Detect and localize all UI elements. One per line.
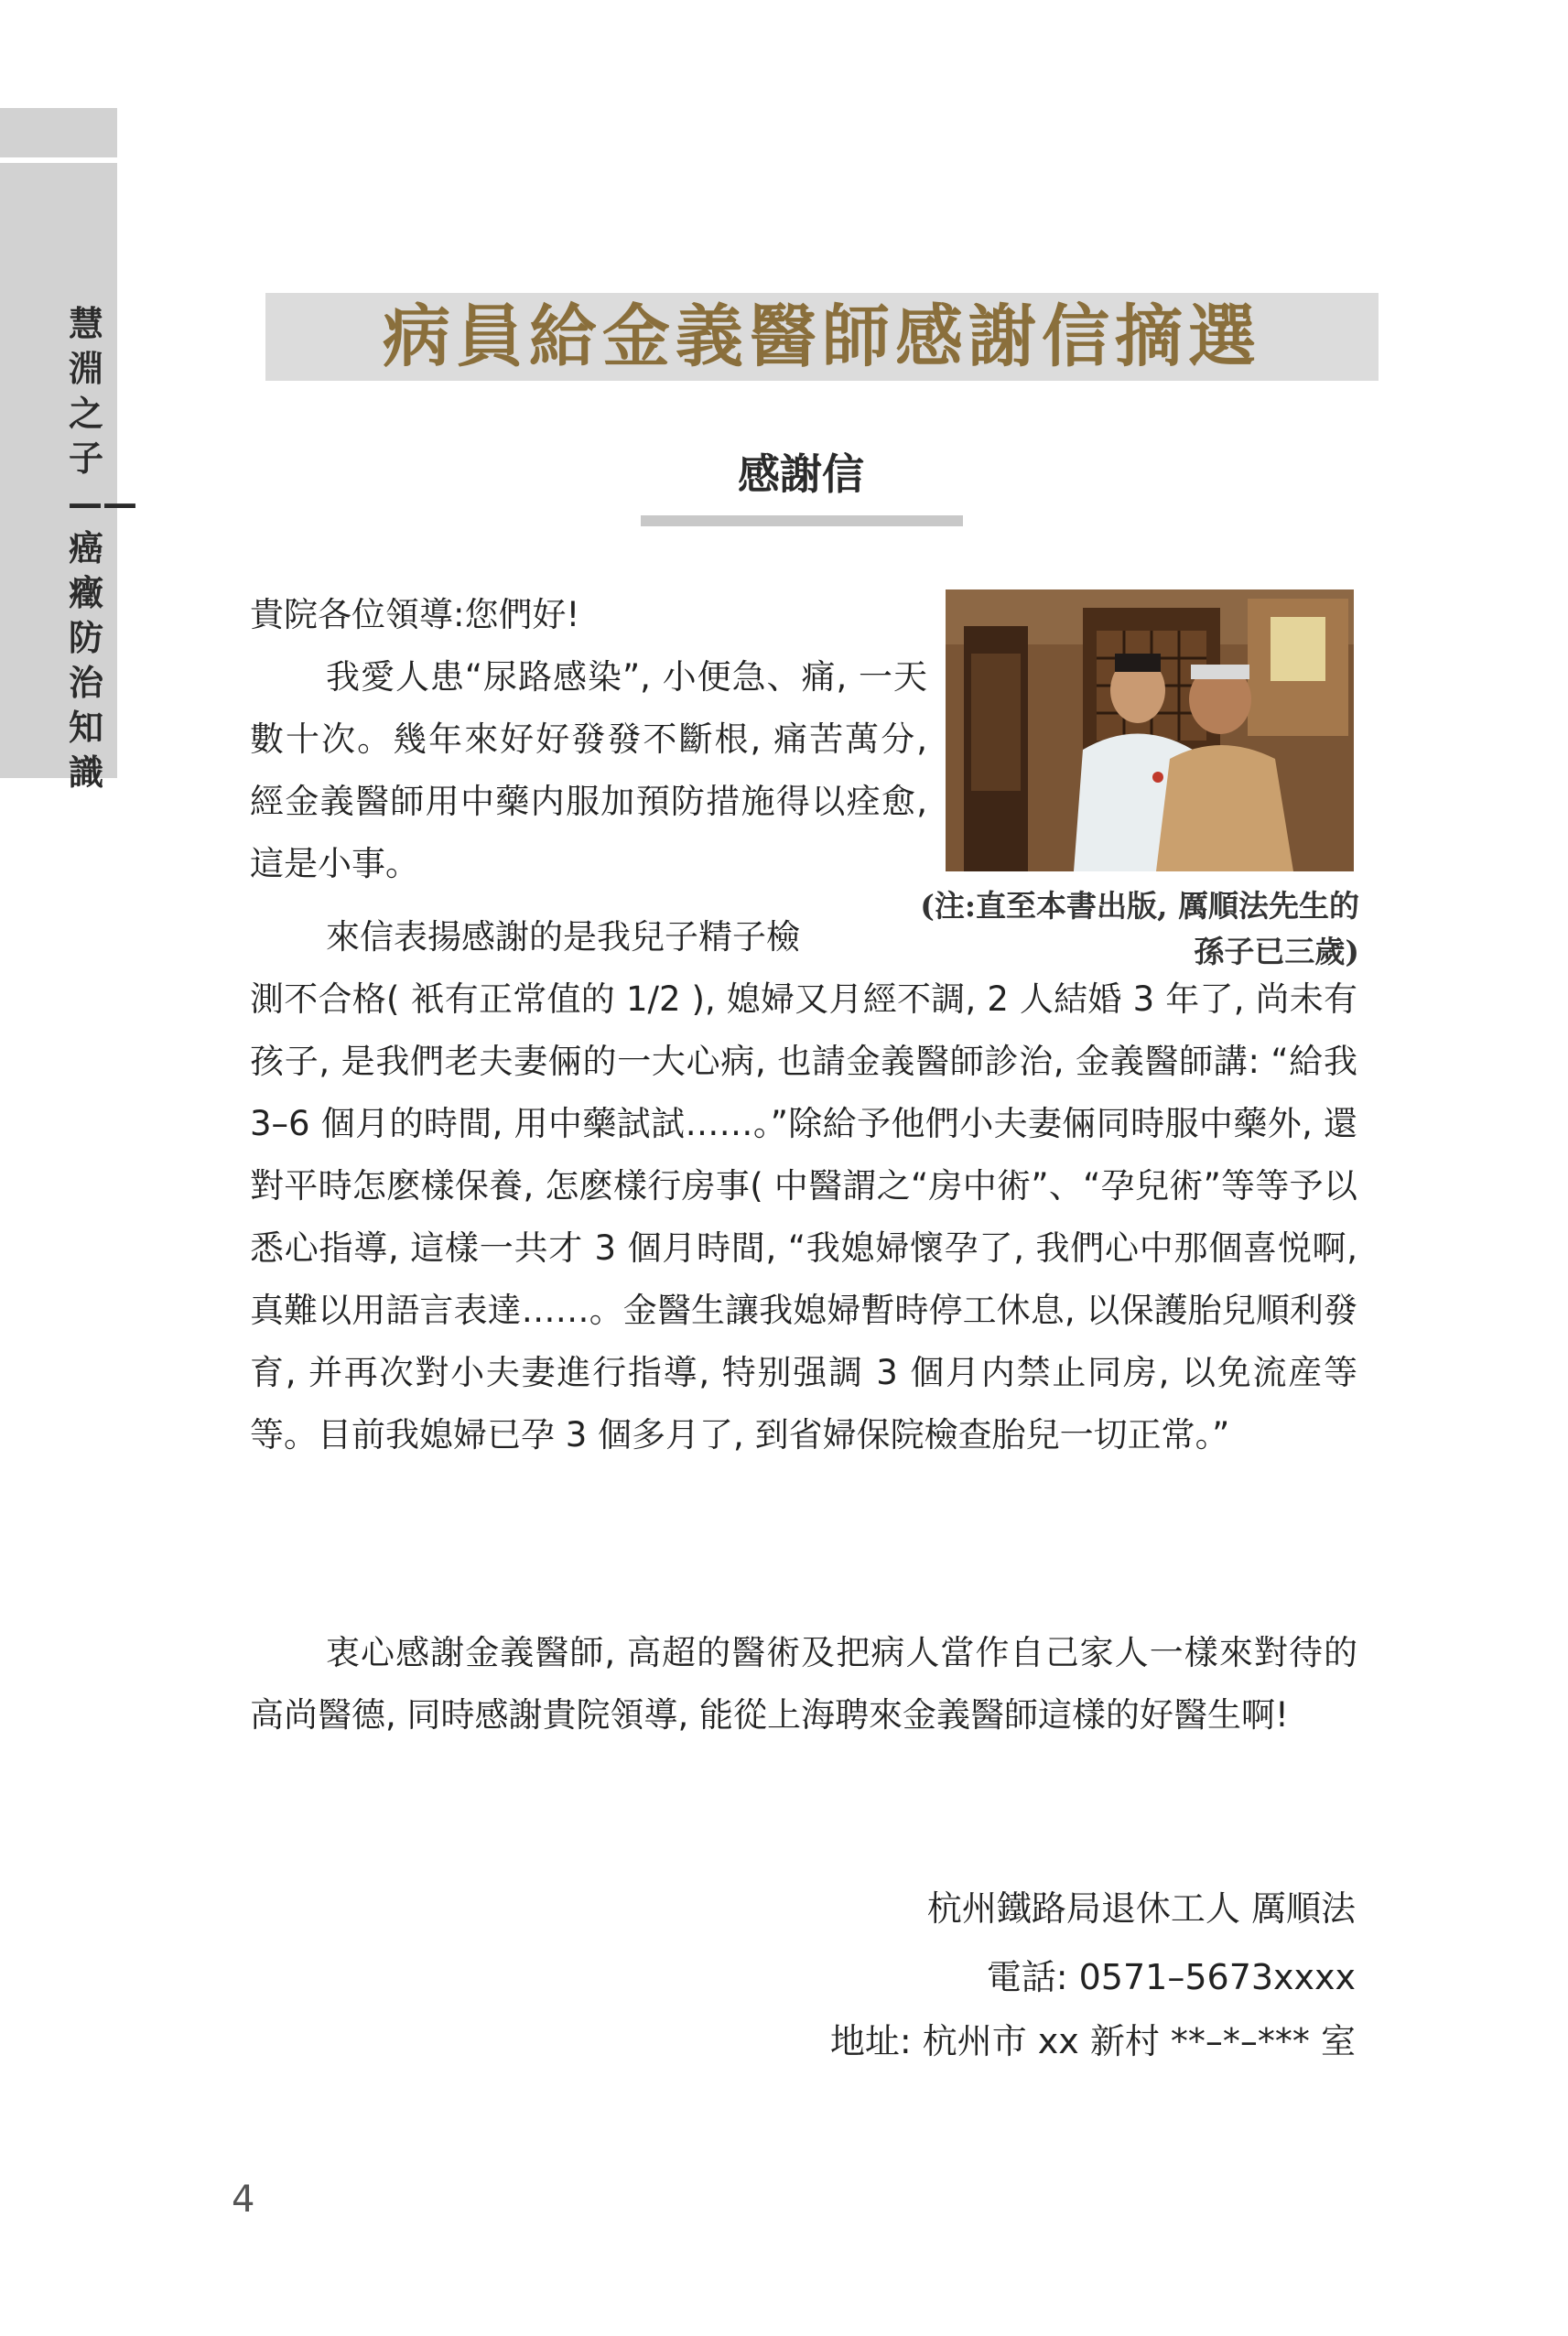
side-tab-cap bbox=[0, 108, 117, 157]
signature-address: 地址: 杭州市 xx 新村 **–*–*** 室 bbox=[829, 2021, 1356, 2061]
page-number: 4 bbox=[232, 2179, 255, 2221]
paragraph-2-rest: 測不合格( 衹有正常值的 1/2 ), 媳婦又月經不調, 2 人結婚 3 年了, 尚未有孩子, 是我們老夫妻倆的一大心病, 也請金義醫師診治, 金義醫師講: “給我 3–6 個月的時間, 用中藥試試……。”除給予他們小夫妻倆同時服中藥外, 還對平時怎麽樣保養, 怎麽樣行房事( 中醫謂之“房中術”、“孕兒術”等等予以悉心指導, 這樣一共才 3 個月時間, “我媳婦懷孕了, 我們心中那個喜悦啊, 真難以用語言表達……。金醫生讓我媳婦暫時停工休息, 以保護胎兒順利發育, 并再次對小夫妻進行指導, 特别强調 3 個月内禁止同房, 以免流産等等。目前我媳婦已孕 3 個多月了, 到省婦保院檢查胎兒一切正常。” bbox=[250, 979, 1357, 1455]
signature-name: 杭州鐵路局退休工人 厲順法 bbox=[926, 1888, 1356, 1929]
photo-illustration bbox=[946, 589, 1354, 871]
letter-heading: 感謝信 bbox=[738, 449, 864, 499]
side-tab-label: 慧淵之子——癌癥防治知識 bbox=[68, 304, 137, 793]
signature-phone: 電話: 0571–5673xxxx bbox=[986, 1957, 1356, 1997]
paragraph-2 bbox=[250, 906, 1357, 1466]
paragraph-2-lead: 來信表揚感謝的是我兒子精子檢 bbox=[326, 917, 800, 957]
paragraph-1: 我愛人患“尿路感染”, 小便急、痛, 一天數十次。幾年來好好發發不斷根, 痛苦萬分, 經金義醫師用中藥内服加預防措施得以痊愈, 這是小事。 bbox=[250, 657, 927, 883]
paragraph-3: 衷心感謝金義醫師, 高超的醫術及把病人當作自己家人一樣來對待的高尚醫德, 同時感謝貴院領導, 能從上海聘來金義醫師這樣的好醫生啊! bbox=[250, 1633, 1357, 1735]
heading-rule bbox=[641, 515, 963, 526]
page-title: 病員給金義醫師感謝信摘選 bbox=[383, 297, 1261, 376]
photo-doctor-and-patient bbox=[946, 589, 1354, 871]
photo-caption: (注:直至本書出版, 厲順法先生的孫子已三歲) bbox=[920, 888, 1359, 969]
salutation: 貴院各位領導:您們好! bbox=[250, 595, 580, 634]
